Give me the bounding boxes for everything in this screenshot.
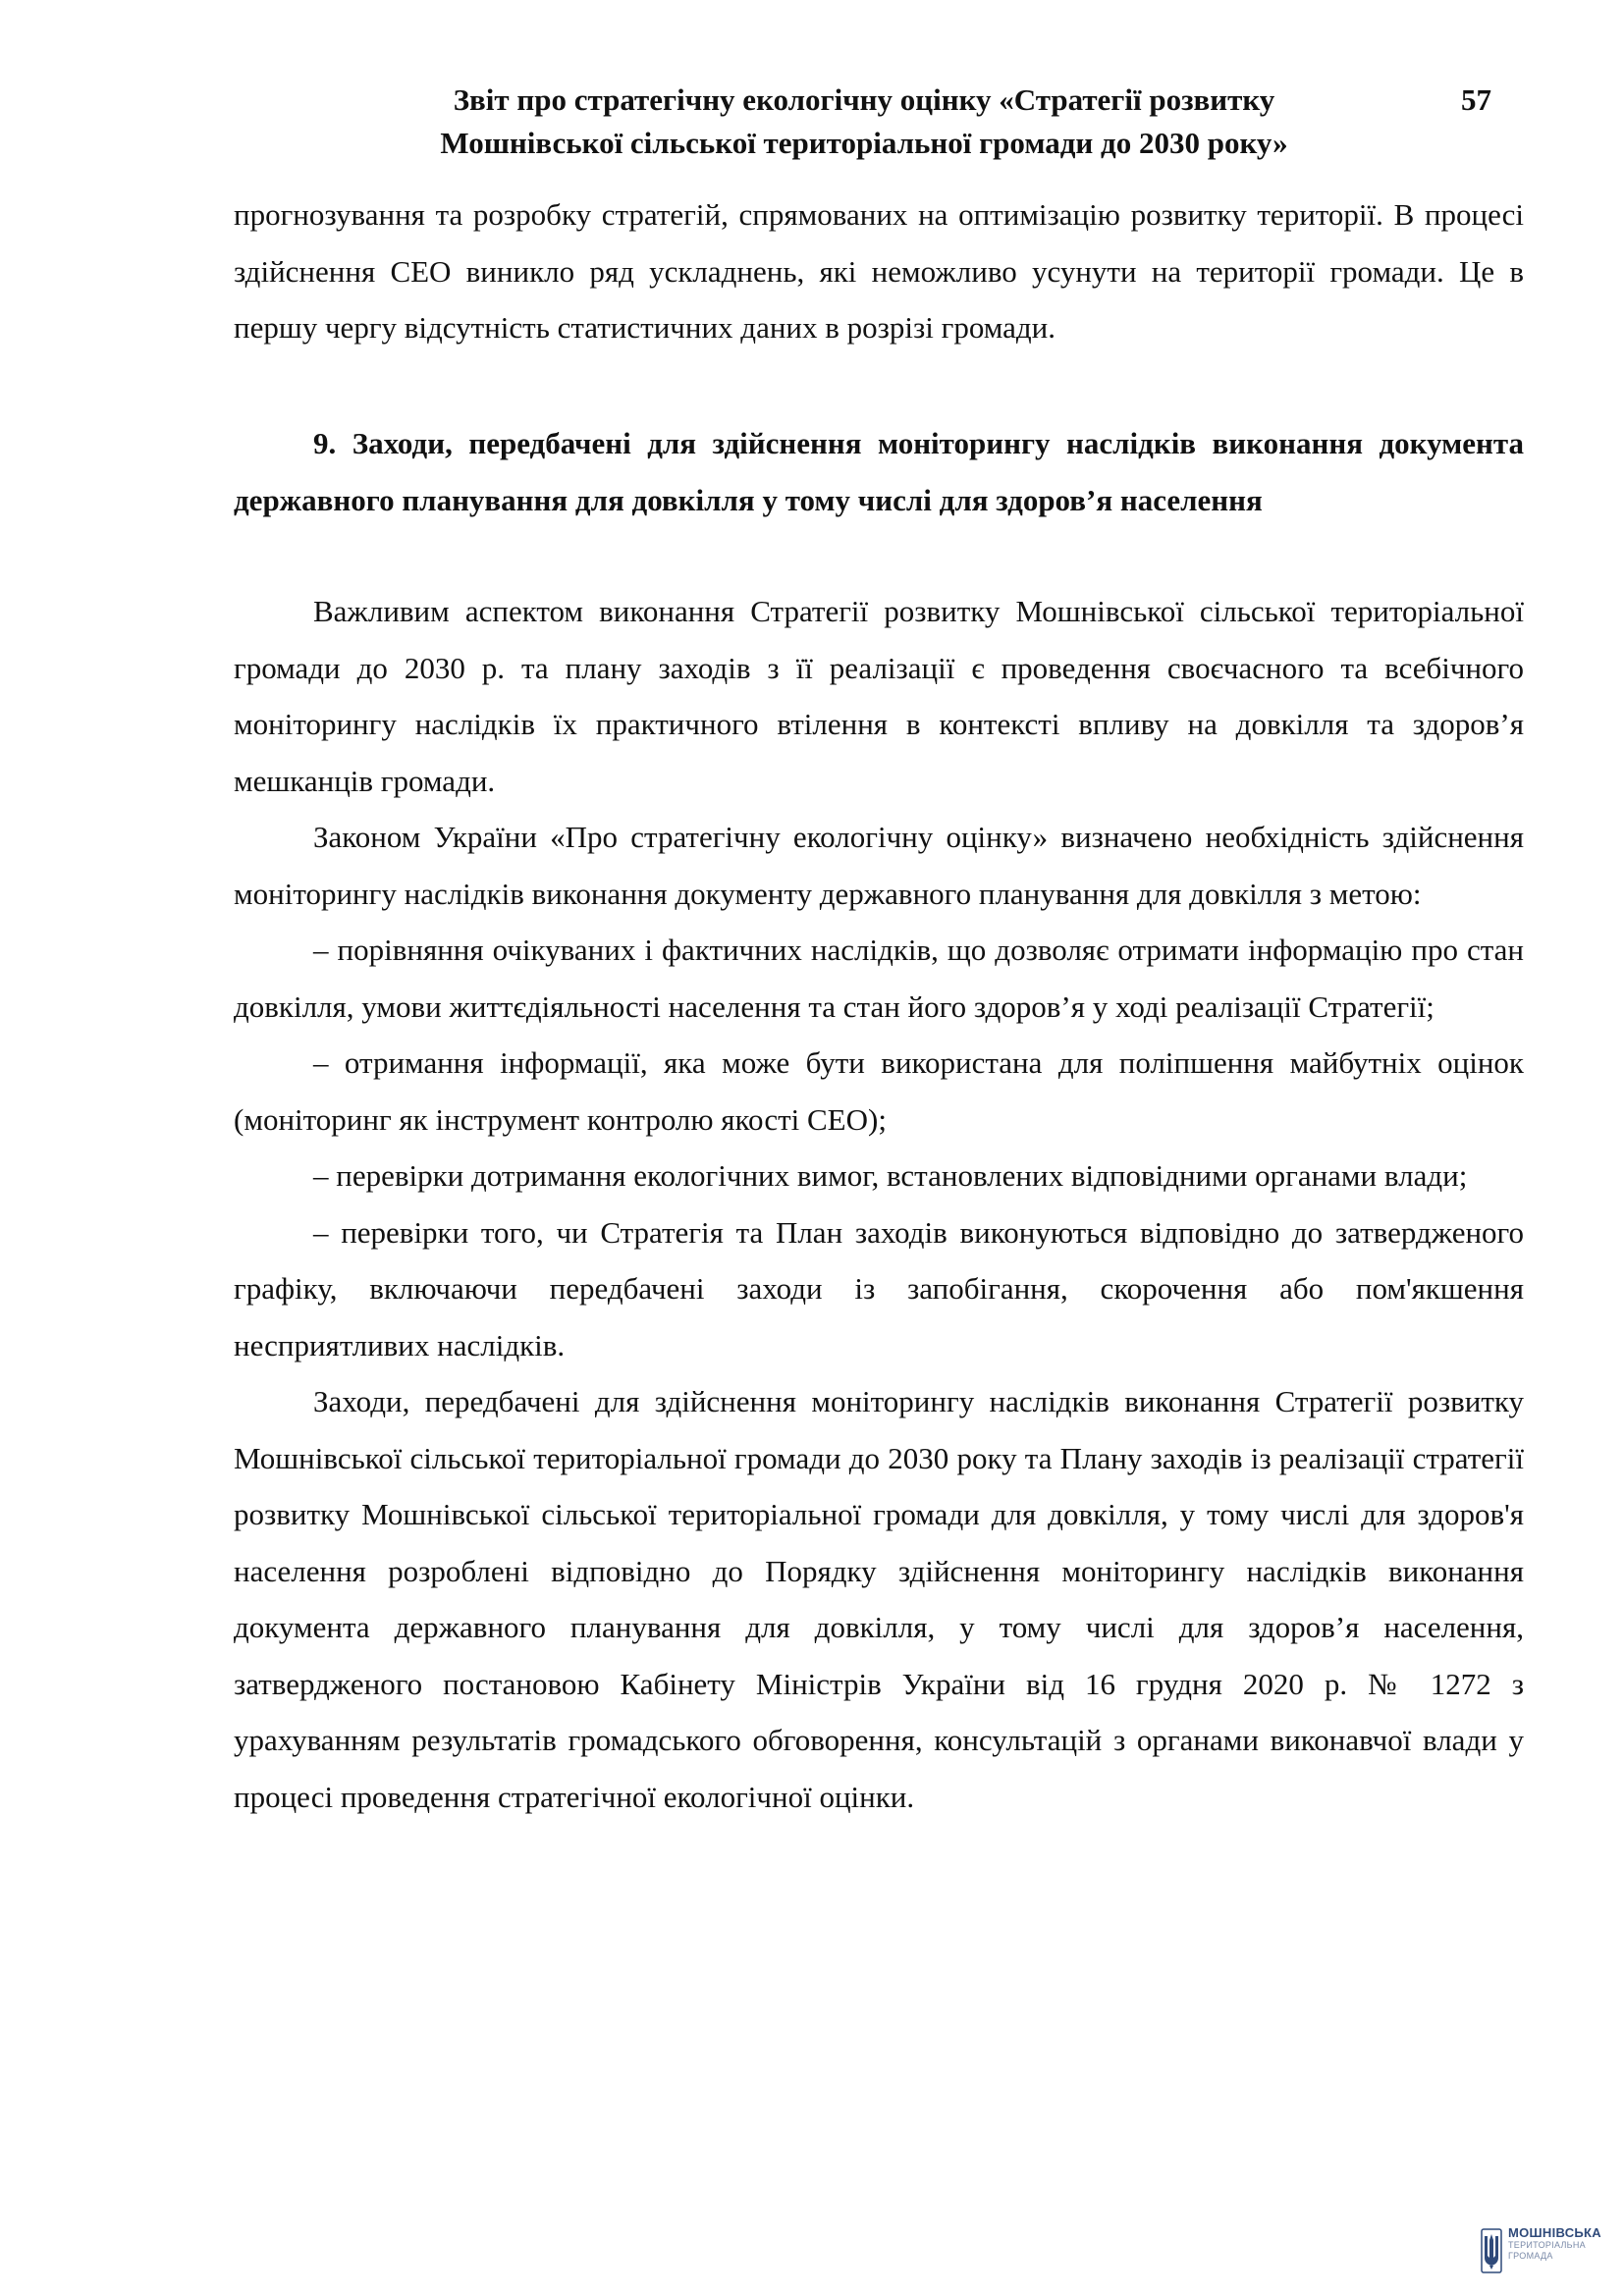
ukraine-trident-icon (1481, 2228, 1502, 2273)
logo-subtitle-1: ТЕРИТОРІАЛЬНА (1508, 2240, 1586, 2250)
list-item-information: – отримання інформації, яка може бути використана для поліпшення майбутніх оцінок (моніторинг як інструмент контролю якості СЕО); (234, 1045, 1524, 1137)
running-header (373, 79, 1355, 165)
list-item-schedule: – перевірки того, чи Стратегія та План заходів виконуються відповідно до затвердженого графіку, включаючи передбачені заходи із запобігання, скорочення або пом'якшення несприятливих наслідків. (234, 1214, 1524, 1362)
section-heading: 9. Заходи, передбачені для здійснення моніторингу наслідків виконання документа державного планування для довкілля у тому числі для здоров’я населення (234, 426, 1524, 517)
paragraph-measures: Заходи, передбачені для здійснення моніторингу наслідків виконання Стратегії розвитку Мошнівської сільської територіальної громади до 2030 року та Плану заходів із реалізації стратегії розвитку Мошнівської сільської територіальної громади для довкілля, у тому числі для здоров'я населення розроблені відповідно до Порядку здійснення моніторингу наслідків виконання документа державного планування для довкілля, у тому числі для здоров’я населення, затвердженого постановою Кабінету Міністрів України від 16 грудня 2020 р. № 1272 з урахуванням результатів громадського обговорення, консультацій з органами виконавчої влади у процесі проведення стратегічної екологічної оцінки. (234, 1384, 1524, 1814)
intro-block (234, 187, 1524, 356)
logo-subtitle-2: ГРОМАДА (1508, 2251, 1553, 2261)
list-item-comparison: – порівняння очікуваних і фактичних наслідків, що дозволяє отримати інформацію про стан довкілля, умови життєдіяльності населення та стан його здоров’я у ході реалізації Стратегії; (234, 933, 1524, 1024)
paragraph-importance: Важливим аспектом виконання Стратегії розвитку Мошнівської сільської територіальної громади до 2030 р. та плану заходів з її реалізації є проведення своєчасного та всебічного моніторингу наслідків їх практичного втілення в контексті впливу на довкілля та здоров’я мешканців громади. (234, 594, 1524, 798)
page-number: 57 (1461, 82, 1491, 117)
logo-name: МОШНІВСЬКА (1508, 2225, 1601, 2240)
paragraph-law: Законом України «Про стратегічну екологічну оцінку» визначено необхідність здійснення моніторингу наслідків виконання документу державного планування для довкілля з метою: (234, 820, 1524, 911)
intro-paragraph: прогнозування та розробку стратегій, спрямованих на оптимізацію розвитку території. В процесі здійснення СЕО виникло ряд ускладнень, які неможливо усунути на території громади. Це в першу чергу відсутність статистичних даних в розрізі громади. (234, 197, 1524, 345)
list-item-compliance: – перевірки дотримання екологічних вимог, встановлених відповідними органами влади; (313, 1158, 1468, 1193)
main-text-block (234, 583, 1524, 1825)
community-logo (1481, 2224, 1618, 2283)
header-line-2: Мошнівської сільської територіальної громади до 2030 року» (440, 126, 1288, 160)
header-line-1: Звіт про стратегічну екологічну оцінку «Стратегії розвитку (453, 82, 1275, 117)
logo-text (1508, 2226, 1601, 2262)
